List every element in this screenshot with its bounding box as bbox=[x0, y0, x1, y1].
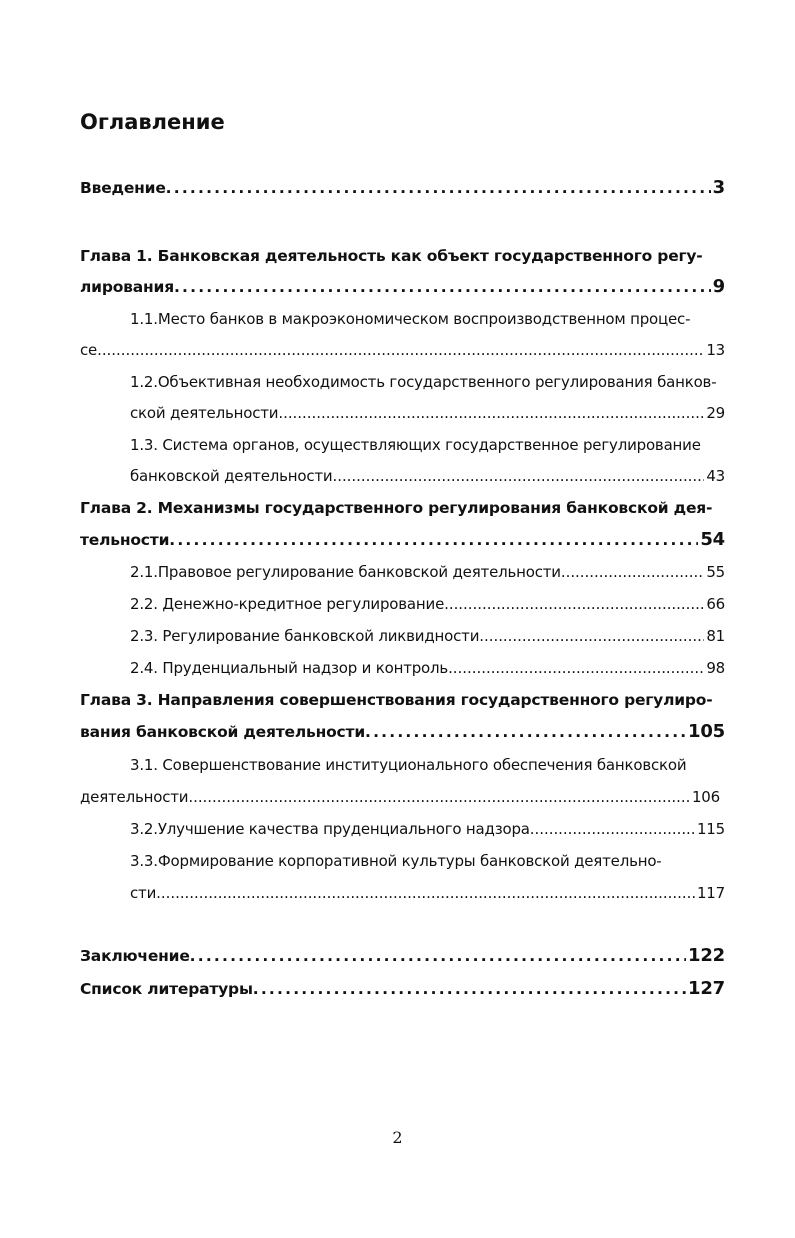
toc-page-number: 115 bbox=[696, 820, 725, 838]
toc-entry-title: банковской деятельности bbox=[130, 467, 333, 485]
toc-section-1-1-line-2[interactable] bbox=[80, 335, 725, 365]
toc-page-number: 117 bbox=[696, 884, 725, 902]
toc-entry-title: тельности bbox=[80, 531, 170, 549]
toc-section-2-4[interactable] bbox=[130, 653, 725, 683]
toc-page-number: 122 bbox=[688, 945, 725, 966]
toc-page-number: 43 bbox=[706, 467, 725, 485]
toc-section-1-2-line-2[interactable] bbox=[130, 398, 725, 428]
leader-dots bbox=[174, 272, 711, 302]
toc-section-1-2-line-1[interactable] bbox=[130, 367, 725, 397]
toc-chapter-2-line-1[interactable] bbox=[80, 493, 725, 523]
toc-page-number: 98 bbox=[706, 659, 725, 677]
toc-entry-title: 1.2.Объективная необходимость государственного регулирования банков- bbox=[130, 373, 717, 391]
toc-page-number: 55 bbox=[706, 563, 725, 581]
toc-section-3-2[interactable] bbox=[130, 814, 725, 844]
leader-dots bbox=[97, 335, 704, 365]
toc-page-number: 127 bbox=[688, 978, 725, 999]
leader-dots bbox=[188, 782, 690, 812]
leader-dots bbox=[278, 398, 704, 428]
toc-entry-intro[interactable] bbox=[80, 173, 725, 203]
leader-dots bbox=[479, 621, 704, 651]
toc-entry-title: 3.1. Совершенствование институционального обеспечения банковской bbox=[130, 756, 687, 774]
toc-page-number: 13 bbox=[706, 341, 725, 359]
toc-entry-title: деятельности bbox=[80, 788, 189, 806]
toc-page-number: 9 bbox=[712, 276, 725, 297]
leader-dots bbox=[365, 717, 686, 747]
toc-entry-title: 1.1.Место банков в макроэкономическом воспроизводственном процес- bbox=[130, 310, 691, 328]
toc-page-number: 66 bbox=[706, 595, 725, 613]
leader-dots bbox=[561, 557, 704, 587]
leader-dots bbox=[448, 653, 704, 683]
toc-entry-title: Заключение bbox=[80, 947, 190, 965]
page-number: 2 bbox=[392, 1128, 403, 1147]
toc-entry-conclusion[interactable] bbox=[80, 941, 725, 971]
leader-dots bbox=[530, 814, 695, 844]
leader-dots bbox=[166, 173, 711, 203]
toc-entry-title: ской деятельности bbox=[130, 404, 279, 422]
toc-chapter-3-line-2[interactable] bbox=[80, 717, 725, 747]
leader-dots bbox=[156, 878, 695, 908]
toc-entry-title: Введение bbox=[80, 179, 166, 197]
toc-entry-title: се bbox=[80, 341, 98, 359]
toc-entry-title: 1.3. Система органов, осуществляющих государственное регулирование bbox=[130, 436, 701, 454]
toc-section-2-3[interactable] bbox=[130, 621, 725, 651]
toc-section-1-3-line-1[interactable] bbox=[130, 430, 725, 460]
toc-entry-title: Глава 3. Направления совершенствования государственного регулиро- bbox=[80, 691, 713, 709]
toc-page-number: 105 bbox=[688, 721, 725, 742]
toc-page-number: 106 bbox=[691, 788, 720, 806]
toc-entry-title: лирования bbox=[80, 278, 174, 296]
toc-entry-title: 3.2.Улучшение качества пруденциального надзора bbox=[130, 820, 530, 838]
toc-chapter-2-line-2[interactable] bbox=[80, 525, 725, 555]
toc-section-2-2[interactable] bbox=[130, 589, 725, 619]
leader-dots bbox=[169, 525, 698, 555]
toc-page-number: 81 bbox=[706, 627, 725, 645]
toc-entry-title: 3.3.Формирование корпоративной культуры банковской деятельно- bbox=[130, 852, 662, 870]
toc-section-3-3-line-2[interactable] bbox=[130, 878, 725, 908]
toc-section-2-1[interactable] bbox=[130, 557, 725, 587]
leader-dots bbox=[190, 941, 686, 971]
toc-entry-title: 2.4. Пруденциальный надзор и контроль bbox=[130, 659, 449, 677]
toc-chapter-1-line-2[interactable] bbox=[80, 272, 725, 302]
toc-entry-title: вания банковской деятельности bbox=[80, 723, 365, 741]
toc-entry-title: Список литературы bbox=[80, 980, 253, 998]
page-title: Оглавление bbox=[80, 110, 225, 134]
leader-dots bbox=[444, 589, 704, 619]
toc-section-3-1-line-2[interactable] bbox=[80, 782, 720, 812]
toc-section-1-1-line-1[interactable] bbox=[130, 304, 725, 334]
toc-page-number: 3 bbox=[712, 177, 725, 198]
leader-dots bbox=[253, 974, 686, 1004]
toc-entry-title: 2.3. Регулирование банковской ликвидности bbox=[130, 627, 480, 645]
toc-entry-title: Глава 2. Механизмы государственного регулирования банковской дея- bbox=[80, 499, 713, 517]
toc-page-number: 29 bbox=[706, 404, 725, 422]
toc-chapter-3-line-1[interactable] bbox=[80, 685, 725, 715]
toc-section-3-3-line-1[interactable] bbox=[130, 846, 725, 876]
toc-entry-title: 2.1.Правовое регулирование банковской деятельности bbox=[130, 563, 561, 581]
toc-section-1-3-line-2[interactable] bbox=[130, 461, 725, 491]
leader-dots bbox=[332, 461, 704, 491]
toc-page-number: 54 bbox=[700, 529, 725, 550]
toc-entry-title: 2.2. Денежно-кредитное регулирование bbox=[130, 595, 445, 613]
toc-entry-title: сти bbox=[130, 884, 157, 902]
toc-section-3-1-line-1[interactable] bbox=[130, 750, 725, 780]
toc-entry-literature[interactable] bbox=[80, 974, 725, 1004]
toc-entry-title: Глава 1. Банковская деятельность как объект государственного регу- bbox=[80, 247, 703, 265]
toc-chapter-1-line-1[interactable] bbox=[80, 241, 725, 271]
